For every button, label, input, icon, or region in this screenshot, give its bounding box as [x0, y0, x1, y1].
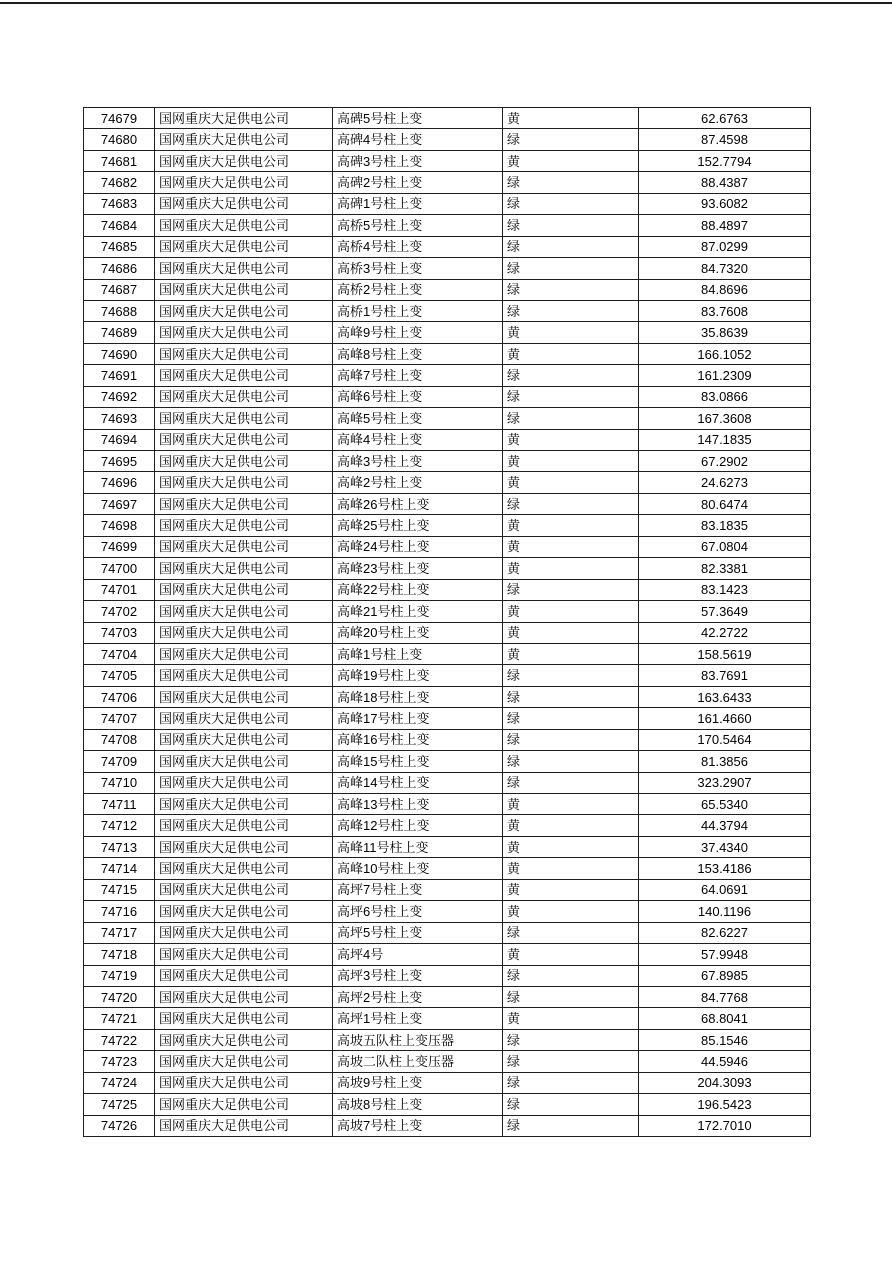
cell-value: 170.5464 — [639, 729, 811, 750]
cell-value: 68.8041 — [639, 1008, 811, 1029]
cell-device: 高峰18号柱上变 — [333, 686, 503, 707]
cell-device: 高坪4号 — [333, 944, 503, 965]
cell-status: 绿 — [503, 493, 639, 514]
cell-device: 高峰12号柱上变 — [333, 815, 503, 836]
cell-status: 黄 — [503, 815, 639, 836]
table-row — [84, 300, 811, 321]
cell-value: 152.7794 — [639, 150, 811, 171]
cell-company: 国网重庆大足供电公司 — [155, 279, 333, 300]
cell-device: 高峰7号柱上变 — [333, 365, 503, 386]
cell-company: 国网重庆大足供电公司 — [155, 322, 333, 343]
table-row — [84, 386, 811, 407]
cell-value: 57.9948 — [639, 944, 811, 965]
cell-id: 74698 — [84, 515, 155, 536]
cell-id: 74688 — [84, 300, 155, 321]
cell-value: 196.5423 — [639, 1094, 811, 1115]
cell-id: 74714 — [84, 858, 155, 879]
table-row — [84, 1008, 811, 1029]
cell-device: 高峰14号柱上变 — [333, 772, 503, 793]
cell-device: 高桥2号柱上变 — [333, 279, 503, 300]
cell-status: 黄 — [503, 472, 639, 493]
cell-status: 绿 — [503, 1029, 639, 1050]
table-row — [84, 1051, 811, 1072]
table-body — [84, 108, 811, 1137]
cell-status: 绿 — [503, 193, 639, 214]
cell-company: 国网重庆大足供电公司 — [155, 515, 333, 536]
cell-device: 高碑5号柱上变 — [333, 108, 503, 129]
cell-status: 绿 — [503, 965, 639, 986]
cell-device: 高坪6号柱上变 — [333, 901, 503, 922]
cell-device: 高坪5号柱上变 — [333, 922, 503, 943]
cell-value: 65.5340 — [639, 794, 811, 815]
table-row — [84, 879, 811, 900]
cell-status: 绿 — [503, 1115, 639, 1136]
cell-id: 74703 — [84, 622, 155, 643]
cell-id: 74719 — [84, 965, 155, 986]
cell-status: 绿 — [503, 300, 639, 321]
cell-device: 高坡7号柱上变 — [333, 1115, 503, 1136]
cell-id: 74721 — [84, 1008, 155, 1029]
cell-id: 74723 — [84, 1051, 155, 1072]
cell-value: 161.2309 — [639, 365, 811, 386]
cell-status: 黄 — [503, 1008, 639, 1029]
cell-company: 国网重庆大足供电公司 — [155, 129, 333, 150]
table-row — [84, 965, 811, 986]
cell-id: 74695 — [84, 451, 155, 472]
cell-device: 高坡9号柱上变 — [333, 1072, 503, 1093]
cell-value: 140.1196 — [639, 901, 811, 922]
cell-value: 62.6763 — [639, 108, 811, 129]
cell-status: 黄 — [503, 108, 639, 129]
cell-device: 高峰13号柱上变 — [333, 794, 503, 815]
table-row — [84, 922, 811, 943]
cell-status: 绿 — [503, 386, 639, 407]
table-row — [84, 429, 811, 450]
cell-company: 国网重庆大足供电公司 — [155, 451, 333, 472]
cell-status: 绿 — [503, 279, 639, 300]
cell-device: 高坪2号柱上变 — [333, 986, 503, 1007]
table-row — [84, 558, 811, 579]
cell-status: 黄 — [503, 836, 639, 857]
table-row — [84, 751, 811, 772]
cell-status: 黄 — [503, 858, 639, 879]
cell-id: 74693 — [84, 408, 155, 429]
cell-status: 黄 — [503, 944, 639, 965]
cell-value: 37.4340 — [639, 836, 811, 857]
cell-company: 国网重庆大足供电公司 — [155, 558, 333, 579]
cell-company: 国网重庆大足供电公司 — [155, 1094, 333, 1115]
cell-status: 绿 — [503, 922, 639, 943]
cell-device: 高峰21号柱上变 — [333, 601, 503, 622]
cell-status: 黄 — [503, 451, 639, 472]
cell-id: 74712 — [84, 815, 155, 836]
cell-value: 204.3093 — [639, 1072, 811, 1093]
cell-id: 74711 — [84, 794, 155, 815]
cell-status: 绿 — [503, 579, 639, 600]
table-row — [84, 343, 811, 364]
cell-company: 国网重庆大足供电公司 — [155, 193, 333, 214]
table-row — [84, 193, 811, 214]
cell-value: 64.0691 — [639, 879, 811, 900]
cell-device: 高峰26号柱上变 — [333, 493, 503, 514]
cell-device: 高峰5号柱上变 — [333, 408, 503, 429]
cell-value: 67.2902 — [639, 451, 811, 472]
cell-device: 高峰17号柱上变 — [333, 708, 503, 729]
cell-device: 高桥4号柱上变 — [333, 236, 503, 257]
cell-status: 黄 — [503, 150, 639, 171]
cell-value: 147.1835 — [639, 429, 811, 450]
cell-device: 高坡五队柱上变压器 — [333, 1029, 503, 1050]
cell-device: 高峰2号柱上变 — [333, 472, 503, 493]
cell-company: 国网重庆大足供电公司 — [155, 986, 333, 1007]
cell-value: 88.4387 — [639, 172, 811, 193]
cell-company: 国网重庆大足供电公司 — [155, 965, 333, 986]
table-row — [84, 172, 811, 193]
transformer-data-table — [83, 107, 811, 1137]
table-row — [84, 686, 811, 707]
table-row — [84, 215, 811, 236]
cell-status: 绿 — [503, 751, 639, 772]
cell-id: 74726 — [84, 1115, 155, 1136]
cell-status: 黄 — [503, 343, 639, 364]
cell-id: 74702 — [84, 601, 155, 622]
cell-id: 74700 — [84, 558, 155, 579]
cell-value: 88.4897 — [639, 215, 811, 236]
cell-company: 国网重庆大足供电公司 — [155, 386, 333, 407]
cell-value: 44.5946 — [639, 1051, 811, 1072]
table-row — [84, 901, 811, 922]
cell-status: 黄 — [503, 794, 639, 815]
cell-value: 158.5619 — [639, 643, 811, 664]
cell-company: 国网重庆大足供电公司 — [155, 1115, 333, 1136]
cell-id: 74691 — [84, 365, 155, 386]
cell-status: 黄 — [503, 515, 639, 536]
cell-value: 83.1423 — [639, 579, 811, 600]
cell-status: 绿 — [503, 686, 639, 707]
cell-company: 国网重庆大足供电公司 — [155, 901, 333, 922]
cell-company: 国网重庆大足供电公司 — [155, 236, 333, 257]
cell-id: 74708 — [84, 729, 155, 750]
cell-value: 83.7608 — [639, 300, 811, 321]
cell-id: 74681 — [84, 150, 155, 171]
cell-value: 84.7768 — [639, 986, 811, 1007]
cell-company: 国网重庆大足供电公司 — [155, 536, 333, 557]
cell-value: 81.3856 — [639, 751, 811, 772]
cell-device: 高峰22号柱上变 — [333, 579, 503, 600]
cell-status: 绿 — [503, 1094, 639, 1115]
table-row — [84, 408, 811, 429]
cell-id: 74725 — [84, 1094, 155, 1115]
cell-id: 74720 — [84, 986, 155, 1007]
table-row — [84, 108, 811, 129]
cell-id: 74722 — [84, 1029, 155, 1050]
cell-device: 高坪1号柱上变 — [333, 1008, 503, 1029]
cell-id: 74683 — [84, 193, 155, 214]
cell-device: 高桥5号柱上变 — [333, 215, 503, 236]
table-row — [84, 322, 811, 343]
cell-status: 绿 — [503, 365, 639, 386]
table-row — [84, 1029, 811, 1050]
cell-status: 黄 — [503, 901, 639, 922]
cell-id: 74707 — [84, 708, 155, 729]
table-row — [84, 1094, 811, 1115]
cell-value: 35.8639 — [639, 322, 811, 343]
table-row — [84, 129, 811, 150]
table-row — [84, 515, 811, 536]
cell-status: 绿 — [503, 215, 639, 236]
cell-device: 高峰15号柱上变 — [333, 751, 503, 772]
table-row — [84, 794, 811, 815]
cell-company: 国网重庆大足供电公司 — [155, 472, 333, 493]
cell-company: 国网重庆大足供电公司 — [155, 794, 333, 815]
cell-device: 高桥3号柱上变 — [333, 258, 503, 279]
cell-status: 绿 — [503, 1072, 639, 1093]
cell-device: 高碑2号柱上变 — [333, 172, 503, 193]
cell-device: 高坪3号柱上变 — [333, 965, 503, 986]
cell-value: 83.1835 — [639, 515, 811, 536]
cell-status: 黄 — [503, 536, 639, 557]
cell-value: 84.7320 — [639, 258, 811, 279]
cell-company: 国网重庆大足供电公司 — [155, 429, 333, 450]
cell-status: 黄 — [503, 429, 639, 450]
cell-status: 黄 — [503, 558, 639, 579]
cell-device: 高峰9号柱上变 — [333, 322, 503, 343]
table-row — [84, 150, 811, 171]
table-row — [84, 451, 811, 472]
cell-value: 323.2907 — [639, 772, 811, 793]
cell-value: 80.6474 — [639, 493, 811, 514]
cell-value: 172.7010 — [639, 1115, 811, 1136]
cell-status: 黄 — [503, 322, 639, 343]
cell-company: 国网重庆大足供电公司 — [155, 300, 333, 321]
cell-device: 高碑4号柱上变 — [333, 129, 503, 150]
cell-status: 绿 — [503, 172, 639, 193]
cell-company: 国网重庆大足供电公司 — [155, 343, 333, 364]
cell-device: 高峰3号柱上变 — [333, 451, 503, 472]
cell-value: 93.6082 — [639, 193, 811, 214]
cell-company: 国网重庆大足供电公司 — [155, 622, 333, 643]
table-row — [84, 665, 811, 686]
table-row — [84, 858, 811, 879]
table-row — [84, 258, 811, 279]
cell-value: 57.3649 — [639, 601, 811, 622]
cell-company: 国网重庆大足供电公司 — [155, 1008, 333, 1029]
cell-device: 高峰6号柱上变 — [333, 386, 503, 407]
cell-device: 高峰25号柱上变 — [333, 515, 503, 536]
table-row — [84, 836, 811, 857]
table-row — [84, 236, 811, 257]
cell-id: 74680 — [84, 129, 155, 150]
cell-value: 82.3381 — [639, 558, 811, 579]
cell-value: 85.1546 — [639, 1029, 811, 1050]
table-row — [84, 279, 811, 300]
cell-value: 153.4186 — [639, 858, 811, 879]
table-row — [84, 986, 811, 1007]
cell-id: 74696 — [84, 472, 155, 493]
table-row — [84, 601, 811, 622]
cell-id: 74705 — [84, 665, 155, 686]
cell-device: 高峰1号柱上变 — [333, 643, 503, 664]
cell-company: 国网重庆大足供电公司 — [155, 601, 333, 622]
cell-id: 74710 — [84, 772, 155, 793]
cell-company: 国网重庆大足供电公司 — [155, 729, 333, 750]
cell-company: 国网重庆大足供电公司 — [155, 836, 333, 857]
cell-id: 74699 — [84, 536, 155, 557]
cell-value: 44.3794 — [639, 815, 811, 836]
cell-company: 国网重庆大足供电公司 — [155, 879, 333, 900]
cell-value: 163.6433 — [639, 686, 811, 707]
cell-status: 绿 — [503, 1051, 639, 1072]
cell-id: 74694 — [84, 429, 155, 450]
cell-device: 高峰8号柱上变 — [333, 343, 503, 364]
cell-value: 42.2722 — [639, 622, 811, 643]
cell-device: 高坡二队柱上变压器 — [333, 1051, 503, 1072]
cell-company: 国网重庆大足供电公司 — [155, 172, 333, 193]
cell-status: 黄 — [503, 643, 639, 664]
cell-device: 高峰4号柱上变 — [333, 429, 503, 450]
cell-status: 绿 — [503, 408, 639, 429]
cell-company: 国网重庆大足供电公司 — [155, 944, 333, 965]
cell-company: 国网重庆大足供电公司 — [155, 365, 333, 386]
cell-id: 74717 — [84, 922, 155, 943]
cell-device: 高峰16号柱上变 — [333, 729, 503, 750]
cell-company: 国网重庆大足供电公司 — [155, 686, 333, 707]
cell-value: 84.8696 — [639, 279, 811, 300]
table-row — [84, 579, 811, 600]
cell-device: 高峰20号柱上变 — [333, 622, 503, 643]
cell-device: 高坡8号柱上变 — [333, 1094, 503, 1115]
cell-id: 74701 — [84, 579, 155, 600]
cell-id: 74684 — [84, 215, 155, 236]
cell-status: 黄 — [503, 601, 639, 622]
cell-id: 74704 — [84, 643, 155, 664]
cell-value: 83.7691 — [639, 665, 811, 686]
cell-id: 74690 — [84, 343, 155, 364]
cell-id: 74715 — [84, 879, 155, 900]
cell-status: 绿 — [503, 708, 639, 729]
cell-status: 绿 — [503, 258, 639, 279]
cell-device: 高峰10号柱上变 — [333, 858, 503, 879]
cell-id: 74697 — [84, 493, 155, 514]
cell-status: 绿 — [503, 665, 639, 686]
cell-device: 高峰19号柱上变 — [333, 665, 503, 686]
cell-company: 国网重庆大足供电公司 — [155, 643, 333, 664]
cell-company: 国网重庆大足供电公司 — [155, 493, 333, 514]
cell-value: 161.4660 — [639, 708, 811, 729]
table-row — [84, 1072, 811, 1093]
table-row — [84, 472, 811, 493]
cell-id: 74692 — [84, 386, 155, 407]
cell-status: 绿 — [503, 129, 639, 150]
cell-device: 高坪7号柱上变 — [333, 879, 503, 900]
table-row — [84, 643, 811, 664]
table-row — [84, 944, 811, 965]
cell-company: 国网重庆大足供电公司 — [155, 1072, 333, 1093]
cell-company: 国网重庆大足供电公司 — [155, 215, 333, 236]
cell-id: 74713 — [84, 836, 155, 857]
cell-value: 87.0299 — [639, 236, 811, 257]
cell-company: 国网重庆大足供电公司 — [155, 108, 333, 129]
table-row — [84, 708, 811, 729]
cell-status: 黄 — [503, 622, 639, 643]
cell-id: 74686 — [84, 258, 155, 279]
table-row — [84, 622, 811, 643]
cell-value: 82.6227 — [639, 922, 811, 943]
cell-device: 高碑3号柱上变 — [333, 150, 503, 171]
cell-id: 74682 — [84, 172, 155, 193]
cell-company: 国网重庆大足供电公司 — [155, 922, 333, 943]
cell-id: 74679 — [84, 108, 155, 129]
cell-device: 高峰24号柱上变 — [333, 536, 503, 557]
cell-value: 83.0866 — [639, 386, 811, 407]
cell-device: 高桥1号柱上变 — [333, 300, 503, 321]
cell-device: 高碑1号柱上变 — [333, 193, 503, 214]
cell-value: 67.8985 — [639, 965, 811, 986]
table-row — [84, 729, 811, 750]
cell-value: 166.1052 — [639, 343, 811, 364]
cell-id: 74718 — [84, 944, 155, 965]
cell-id: 74687 — [84, 279, 155, 300]
cell-status: 绿 — [503, 729, 639, 750]
cell-id: 74706 — [84, 686, 155, 707]
cell-value: 167.3608 — [639, 408, 811, 429]
cell-device: 高峰23号柱上变 — [333, 558, 503, 579]
table-row — [84, 365, 811, 386]
table-row — [84, 1115, 811, 1136]
cell-id: 74689 — [84, 322, 155, 343]
table-row — [84, 493, 811, 514]
cell-status: 绿 — [503, 772, 639, 793]
cell-id: 74685 — [84, 236, 155, 257]
cell-id: 74724 — [84, 1072, 155, 1093]
cell-company: 国网重庆大足供电公司 — [155, 408, 333, 429]
table-row — [84, 536, 811, 557]
cell-id: 74709 — [84, 751, 155, 772]
cell-company: 国网重庆大足供电公司 — [155, 772, 333, 793]
cell-value: 67.0804 — [639, 536, 811, 557]
table-row — [84, 772, 811, 793]
cell-value: 24.6273 — [639, 472, 811, 493]
cell-device: 高峰11号柱上变 — [333, 836, 503, 857]
cell-company: 国网重庆大足供电公司 — [155, 150, 333, 171]
table-row — [84, 815, 811, 836]
cell-status: 绿 — [503, 986, 639, 1007]
cell-id: 74716 — [84, 901, 155, 922]
cell-company: 国网重庆大足供电公司 — [155, 665, 333, 686]
cell-company: 国网重庆大足供电公司 — [155, 1029, 333, 1050]
cell-company: 国网重庆大足供电公司 — [155, 579, 333, 600]
cell-company: 国网重庆大足供电公司 — [155, 858, 333, 879]
cell-company: 国网重庆大足供电公司 — [155, 751, 333, 772]
cell-status: 黄 — [503, 879, 639, 900]
cell-company: 国网重庆大足供电公司 — [155, 1051, 333, 1072]
cell-status: 绿 — [503, 236, 639, 257]
page-top-border-line — [0, 2, 892, 4]
cell-value: 87.4598 — [639, 129, 811, 150]
cell-company: 国网重庆大足供电公司 — [155, 708, 333, 729]
cell-company: 国网重庆大足供电公司 — [155, 815, 333, 836]
cell-company: 国网重庆大足供电公司 — [155, 258, 333, 279]
